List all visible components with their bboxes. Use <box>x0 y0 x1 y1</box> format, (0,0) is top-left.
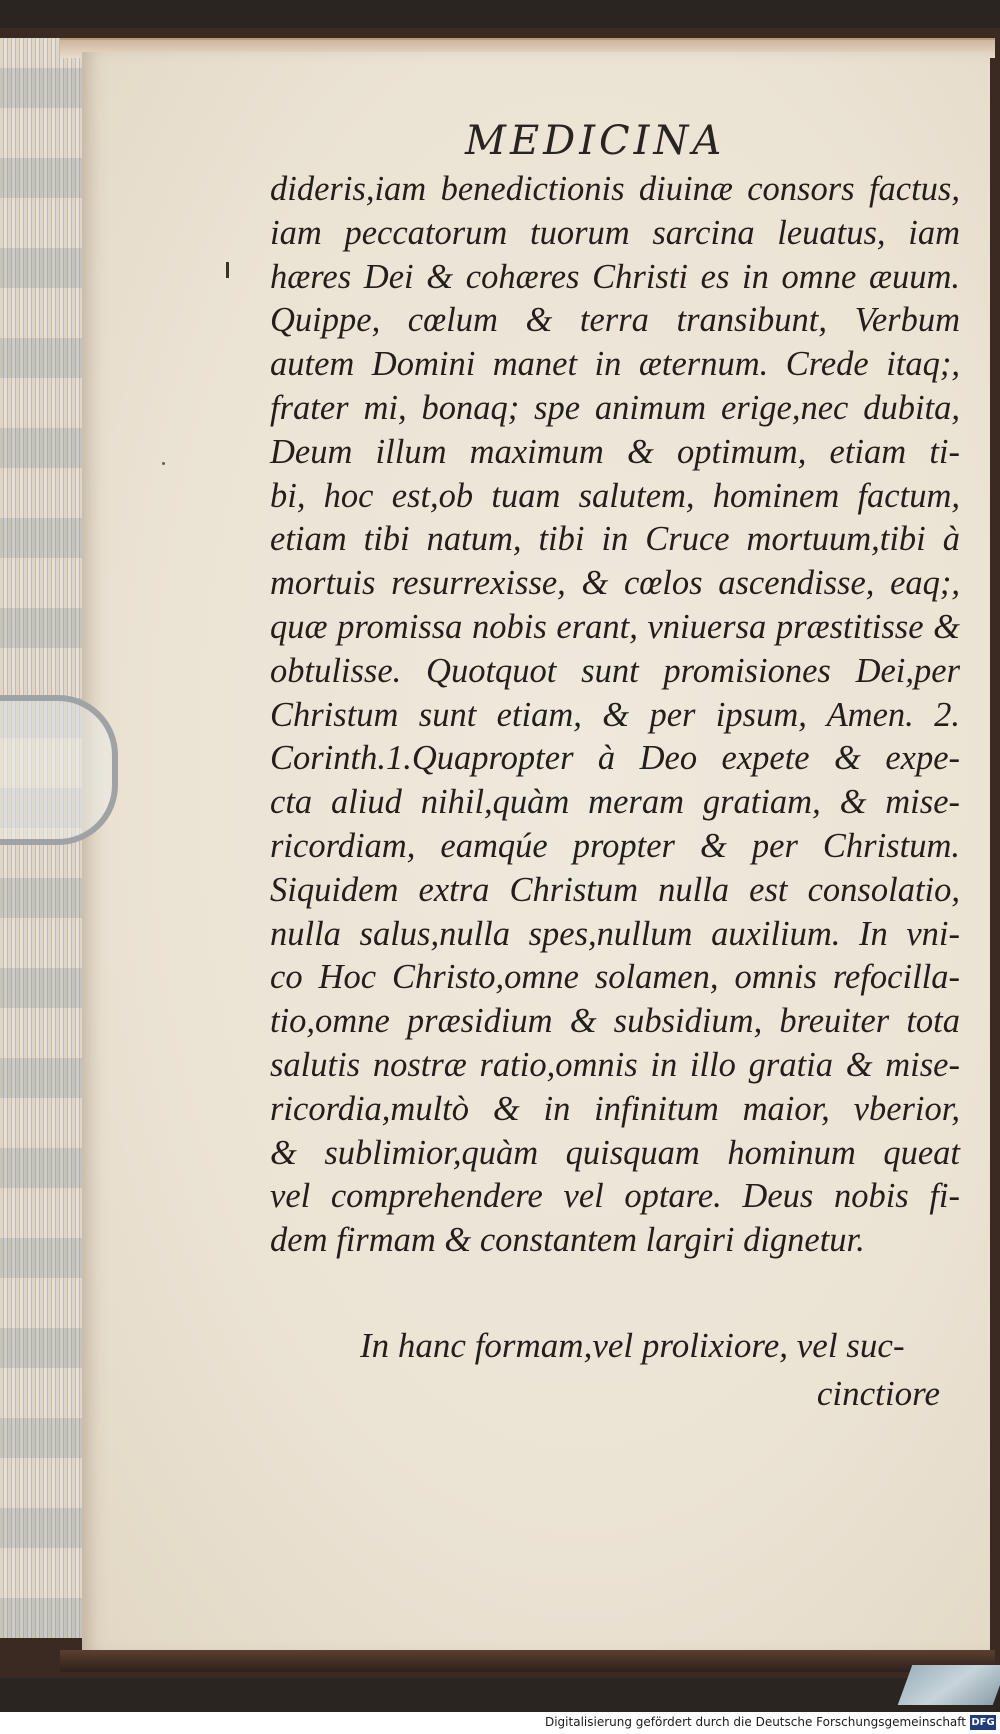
text-line: Quippe, cœlum & terra transibunt, Verbum <box>270 301 960 340</box>
text-line: vel comprehendere vel optare. Deus nobis fi- <box>270 1177 960 1216</box>
text-line: cta aliud nihil,quàm meram gratiam, & mise- <box>270 783 960 822</box>
text-line: dideris,iam benedictionis diuinæ consors factus, <box>270 170 960 208</box>
text-line: tio,omne præsidium & subsidium, breuiter tota <box>270 1002 960 1041</box>
text-line: quæ promissa nobis erant, vniuersa præstitisse & <box>270 607 960 646</box>
book-clasp <box>0 695 118 845</box>
text-line: etiam tibi natum, tibi in Cruce mortuum,tibi à <box>270 520 960 559</box>
text-line: ricordiam, eamqúe propter & per Christum. <box>270 826 960 865</box>
text-line: iam peccatorum tuorum sarcina leuatus, iam <box>270 213 960 252</box>
paper-speck <box>162 462 165 465</box>
text-line: salutis nostræ ratio,omnis in illo gratia & mise- <box>270 1045 960 1084</box>
text-line: hæres Dei & cohæres Christi es in omne æuum. <box>270 257 960 296</box>
stray-ink-mark <box>226 262 229 278</box>
text-line: Corinth.1.Quapropter à Deo expete & expe- <box>270 739 960 778</box>
digitization-footer <box>0 1712 1000 1734</box>
text-line: Christum sunt etiam, & per ipsum, Amen. 2. <box>270 695 960 734</box>
text-line: autem Domini manet in æternum. Crede itaq;, <box>270 345 960 384</box>
text-line: Siquidem extra Christum nulla est consolatio, <box>270 870 960 909</box>
page-bottom-edge <box>60 1650 995 1672</box>
footer-credit: Digitalisierung gefördert durch die Deutsche Forschungsgemeinschaft <box>544 1715 966 1729</box>
running-head: MEDICINA <box>465 118 726 164</box>
text-line-last: dem firmam & constantem largiri dignetur. <box>270 1221 865 1260</box>
text-line: Deum illum maximum & optimum, etiam ti- <box>270 432 960 471</box>
text-line: co Hoc Christo,omne solamen, omnis refocilla- <box>270 958 960 997</box>
text-line: frater mi, bonaq; spe animum erige,nec dubita, <box>270 388 960 427</box>
text-line: nulla salus,nulla spes,nullum auxilium. In vni- <box>270 914 960 953</box>
text-line: mortuis resurrexisse, & cœlos ascendisse, eaq;, <box>270 564 960 603</box>
dfg-logo-icon: DFG <box>971 1717 995 1728</box>
text-line: obtulisse. Quotquot sunt promisiones Dei,per <box>270 651 960 690</box>
ribbon-marker <box>898 1665 1000 1705</box>
closing-rubric <box>360 1322 940 1418</box>
body-text <box>270 168 960 1263</box>
catchword: cinctiore <box>816 1374 940 1413</box>
rubric-line: In hanc formam,vel prolixiore, vel suc- <box>360 1326 905 1365</box>
text-line: ricordia,multò & in infinitum maior, vberior, <box>270 1089 960 1128</box>
text-line: & sublimior,quàm quisquam hominum queat <box>270 1133 960 1172</box>
text-line: bi, hoc est,ob tuam salutem, hominem factum, <box>270 476 960 515</box>
